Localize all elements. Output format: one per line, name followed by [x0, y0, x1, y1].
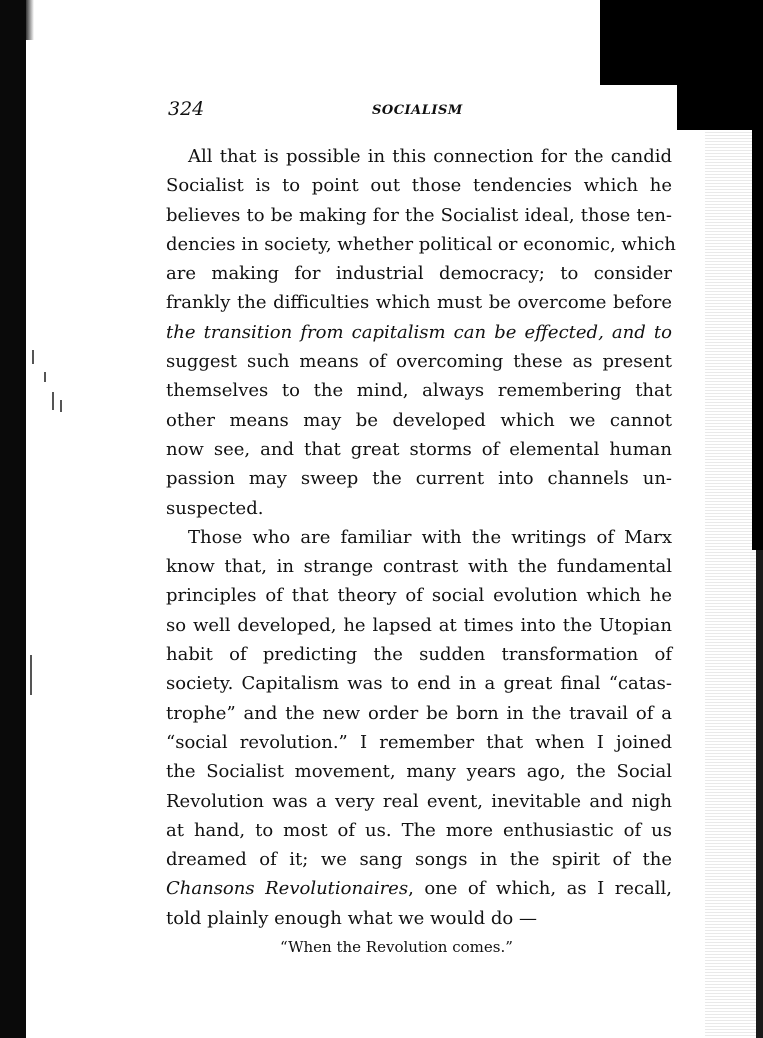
- text-line: told plainly enough what we would do —: [166, 907, 537, 929]
- text-line: the Socialist movement, many years ago, the Social: [166, 761, 672, 783]
- text-line: trophe” and the new order be born in the travail of a: [166, 702, 672, 724]
- text-line: believes to be making for the Socialist ideal, those ten-: [166, 204, 672, 226]
- text-line: All that is possible in this connection for the candid: [188, 146, 672, 167]
- margin-mark: [32, 350, 34, 364]
- paragraph: [166, 142, 676, 523]
- text-line: so well developed, he lapsed at times into the Utopian: [166, 614, 672, 636]
- text-line: know that, in strange contrast with the fundamental: [166, 556, 672, 578]
- text-line: frankly the difficulties which must be overcome before: [166, 292, 672, 314]
- text-line: at hand, to most of us. The more enthusiastic of us: [166, 819, 672, 841]
- text-line: dreamed of it; we sang songs in the spirit of the: [166, 849, 672, 871]
- running-head: SOCIALISM: [372, 103, 463, 118]
- text-line: principles of that theory of social evolution which he: [166, 585, 672, 607]
- text-line: suspected.: [166, 497, 264, 519]
- text-line: Those who are familiar with the writings of Marx: [188, 526, 672, 548]
- text-line: other means may be developed which we cannot: [166, 409, 672, 431]
- margin-mark: [30, 655, 32, 695]
- text-line: suggest such means of overcoming these as present: [166, 351, 672, 373]
- quoted-line: “When the Revolution comes.”: [280, 938, 513, 956]
- text-line: “social revolution.” I remember that when I joined: [166, 731, 672, 753]
- right-edge-bar: [752, 130, 763, 550]
- paragraph: [166, 523, 672, 933]
- margin-mark: [52, 392, 54, 410]
- text-line: Socialist is to point out those tendencies which he: [166, 175, 672, 197]
- margin-mark: [60, 400, 62, 412]
- text-line: society. Capitalism was to end in a great final “catas-: [166, 673, 672, 695]
- text-line-italic: the transition from capitalism can be effected, and to: [166, 321, 672, 343]
- left-binding-gradient: [26, 0, 34, 40]
- margin-mark: [44, 372, 46, 382]
- page-number: 324: [168, 98, 205, 120]
- adjacent-page-shadow-mid: [677, 85, 763, 130]
- text-line: dencies in society, whether political or economic, which: [166, 233, 676, 255]
- text-line: now see, and that great storms of elemental human: [166, 438, 672, 460]
- right-edge-bar-lower: [756, 550, 763, 1038]
- adjacent-page-shadow-top: [600, 0, 763, 85]
- left-binding-shadow: [0, 0, 26, 1038]
- book-title: Chansons Revolutionaires: [166, 878, 409, 900]
- text-line: themselves to the mind, always remembering that: [166, 380, 672, 402]
- body-text: [166, 142, 676, 933]
- text-line: passion may sweep the current into channels un-: [166, 468, 672, 490]
- text-line: Chansons Revolutionaires, one of which, as I recall,: [166, 878, 673, 900]
- text-line: are making for industrial democracy; to consider: [166, 263, 672, 285]
- text-line: Revolution was a very real event, inevitable and nigh: [166, 790, 672, 812]
- text-line: habit of predicting the sudden transformation of: [166, 644, 672, 666]
- page-header: [168, 98, 678, 124]
